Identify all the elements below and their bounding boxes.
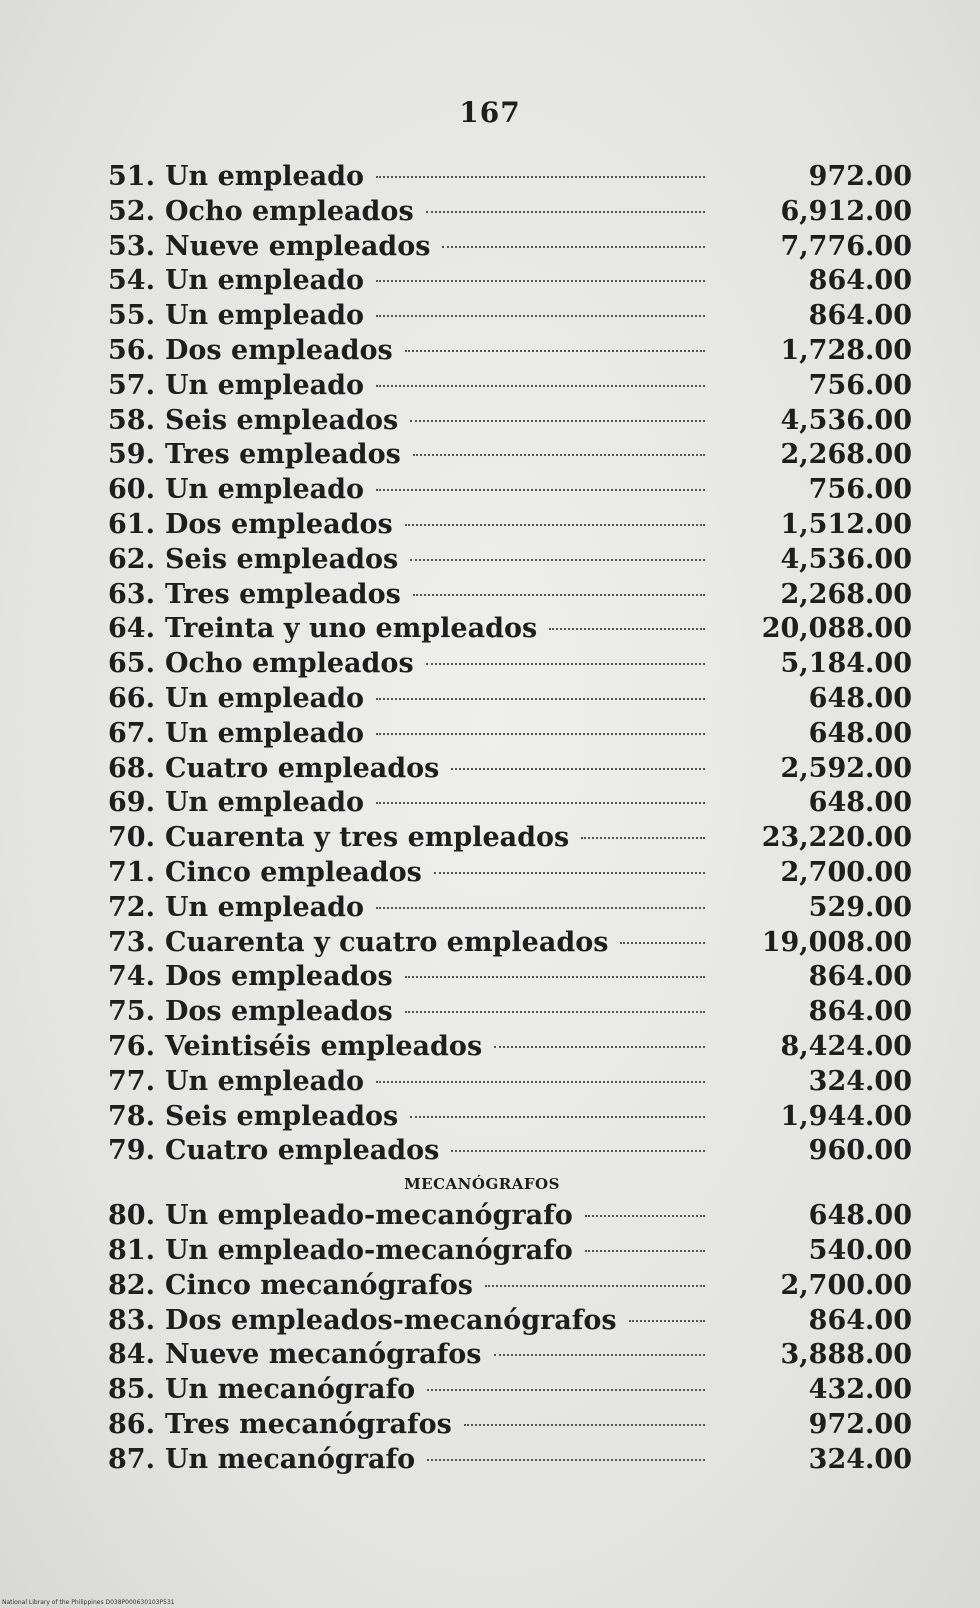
dot-leader — [434, 872, 705, 874]
entry-number: 81. — [108, 1234, 155, 1266]
entry-row — [0, 543, 980, 578]
entry-row — [0, 334, 980, 369]
entry-amount: 960.00 — [808, 1135, 912, 1167]
entry-label: Un empleado — [165, 161, 365, 192]
entry-amount: 6,912.00 — [780, 195, 912, 227]
entry-amount: 2,700.00 — [780, 1269, 912, 1301]
employee-entries — [0, 160, 980, 1169]
entry-amount: 864.00 — [808, 961, 912, 993]
dot-leader — [405, 524, 705, 526]
entry-description — [165, 647, 705, 682]
entry-label: Nueve empleados — [165, 230, 431, 262]
entry-number: 56. — [108, 334, 155, 366]
entry-amount: 864.00 — [808, 1304, 912, 1336]
entry-amount: 4,536.00 — [780, 404, 912, 436]
entry-row — [0, 717, 980, 752]
entry-row — [0, 264, 980, 299]
dot-leader — [376, 907, 705, 909]
dot-leader — [427, 1389, 705, 1391]
entry-description — [165, 926, 705, 961]
entry-amount: 4,536.00 — [780, 543, 912, 575]
entry-number: 53. — [108, 230, 155, 262]
entry-number: 61. — [108, 508, 155, 540]
dot-leader — [413, 454, 705, 456]
entry-amount: 540.00 — [808, 1234, 912, 1266]
entry-label: Veintiséis empleados — [165, 1030, 483, 1062]
entry-amount: 8,424.00 — [780, 1030, 912, 1062]
entry-label: Un empleado-mecanógrafo — [165, 1200, 573, 1232]
entry-row — [0, 1199, 980, 1234]
entry-label: Seis empleados — [165, 1100, 399, 1132]
dot-leader — [405, 976, 705, 978]
entry-label: Cinco mecanógrafos — [165, 1269, 473, 1301]
entry-description — [165, 1234, 705, 1269]
entry-number: 71. — [108, 856, 155, 888]
entry-description — [165, 1304, 705, 1339]
entry-description — [165, 438, 705, 473]
entry-description — [165, 195, 705, 230]
entry-description — [165, 1373, 705, 1408]
entry-amount: 972.00 — [808, 161, 912, 192]
entry-number: 82. — [108, 1269, 155, 1301]
dot-leader — [376, 280, 705, 282]
entry-row — [0, 1234, 980, 1269]
entry-row — [0, 1408, 980, 1443]
entry-label: Un empleado — [165, 1065, 365, 1097]
entry-amount: 324.00 — [808, 1065, 912, 1097]
entry-row — [0, 508, 980, 543]
dot-leader — [376, 1081, 705, 1083]
entries-list — [0, 160, 980, 1477]
entry-number: 69. — [108, 787, 155, 819]
entry-amount: 2,700.00 — [780, 856, 912, 888]
entry-description — [165, 1134, 705, 1169]
dot-leader — [585, 1215, 705, 1217]
entry-number: 77. — [108, 1065, 155, 1097]
section-heading-text: MECANÓGRAFOS — [404, 1175, 560, 1194]
entry-description — [165, 786, 705, 821]
entry-number: 79. — [108, 1135, 155, 1167]
entry-number: 55. — [108, 300, 155, 332]
entry-row — [0, 926, 980, 961]
entry-label: Dos empleados — [165, 508, 393, 540]
entry-amount: 1,944.00 — [780, 1100, 912, 1132]
dot-leader — [427, 1459, 705, 1461]
dot-leader — [485, 1285, 705, 1287]
entry-number: 66. — [108, 682, 155, 714]
entry-number: 64. — [108, 613, 155, 645]
entry-label: Cuarenta y cuatro empleados — [165, 926, 609, 958]
entry-label: Un empleado — [165, 717, 365, 749]
entry-row — [0, 473, 980, 508]
entry-description — [165, 1338, 705, 1373]
dot-leader — [464, 1424, 705, 1426]
entry-description — [165, 891, 705, 926]
entry-row — [0, 612, 980, 647]
entry-amount: 2,592.00 — [780, 752, 912, 784]
entry-label: Dos empleados-mecanógrafos — [165, 1304, 617, 1336]
dot-leader — [410, 1116, 705, 1118]
entry-label: Un empleado — [165, 682, 365, 714]
entry-description — [165, 369, 705, 404]
entry-label: Un empleado — [165, 474, 365, 506]
entry-number: 83. — [108, 1304, 155, 1336]
entry-number: 59. — [108, 439, 155, 471]
entry-amount: 756.00 — [808, 474, 912, 506]
entry-label: Cuarenta y tres empleados — [165, 822, 570, 854]
entry-label: Cuatro empleados — [165, 1135, 440, 1167]
entry-amount: 648.00 — [808, 682, 912, 714]
entry-description — [165, 543, 705, 578]
entry-amount: 972.00 — [808, 1408, 912, 1440]
entry-amount: 648.00 — [808, 787, 912, 819]
dot-leader — [629, 1320, 705, 1322]
dot-leader — [413, 594, 705, 596]
entry-amount: 864.00 — [808, 265, 912, 297]
entry-label: Dos empleados — [165, 961, 393, 993]
entry-row — [0, 1338, 980, 1373]
entry-label: Un empleado — [165, 891, 365, 923]
entry-row — [0, 160, 980, 195]
entry-number: 78. — [108, 1100, 155, 1132]
dot-leader — [376, 698, 705, 700]
entry-amount: 5,184.00 — [780, 648, 912, 680]
entry-label: Seis empleados — [165, 404, 399, 436]
entry-label: Seis empleados — [165, 543, 399, 575]
dot-leader — [376, 802, 705, 804]
entry-description — [165, 995, 705, 1030]
entry-description — [165, 1100, 705, 1135]
entry-description — [165, 473, 705, 508]
entry-number: 87. — [108, 1443, 155, 1475]
typist-entries — [0, 1199, 980, 1477]
entry-description — [165, 612, 705, 647]
entry-description — [165, 1269, 705, 1304]
entry-description — [165, 1065, 705, 1100]
entry-row — [0, 682, 980, 717]
entry-row — [0, 404, 980, 439]
entry-label: Un mecanógrafo — [165, 1374, 416, 1406]
entry-number: 70. — [108, 822, 155, 854]
dot-leader — [376, 489, 705, 491]
dot-leader — [426, 663, 705, 665]
entry-amount: 19,008.00 — [761, 926, 912, 958]
entry-number: 84. — [108, 1339, 155, 1371]
entry-label: Un empleado — [165, 369, 365, 401]
entry-label: Dos empleados — [165, 334, 393, 366]
entry-number: 58. — [108, 404, 155, 436]
entry-number: 67. — [108, 717, 155, 749]
entry-amount: 648.00 — [808, 717, 912, 749]
entry-label: Un empleado-mecanógrafo — [165, 1234, 573, 1266]
entry-amount: 23,220.00 — [761, 822, 912, 854]
entry-row — [0, 1269, 980, 1304]
entry-number: 72. — [108, 891, 155, 923]
dot-leader — [376, 315, 705, 317]
entry-amount: 7,776.00 — [780, 230, 912, 262]
entry-number: 80. — [108, 1200, 155, 1232]
entry-number: 54. — [108, 265, 155, 297]
entry-amount: 864.00 — [808, 996, 912, 1028]
entry-row — [0, 195, 980, 230]
entry-description — [165, 578, 705, 613]
entry-amount: 1,512.00 — [780, 508, 912, 540]
entry-row — [0, 647, 980, 682]
entry-row — [0, 821, 980, 856]
dot-leader — [549, 628, 705, 630]
dot-leader — [426, 211, 705, 213]
entry-row — [0, 1065, 980, 1100]
entry-number: 51. — [108, 161, 155, 192]
dot-leader — [376, 176, 705, 178]
entry-row — [0, 1304, 980, 1339]
dot-leader — [581, 837, 705, 839]
entry-amount: 3,888.00 — [780, 1339, 912, 1371]
entry-number: 86. — [108, 1408, 155, 1440]
entry-amount: 529.00 — [808, 891, 912, 923]
entry-description — [165, 1443, 705, 1478]
entry-label: Ocho empleados — [165, 195, 414, 227]
entry-row — [0, 299, 980, 334]
entry-number: 75. — [108, 996, 155, 1028]
entry-description — [165, 856, 705, 891]
entry-row — [0, 1030, 980, 1065]
entry-description — [165, 1408, 705, 1443]
entry-row — [0, 1134, 980, 1169]
entry-row — [0, 995, 980, 1030]
section-heading — [0, 1169, 980, 1199]
entry-number: 52. — [108, 195, 155, 227]
entry-label: Tres empleados — [165, 578, 401, 610]
entry-number: 76. — [108, 1030, 155, 1062]
entry-label: Ocho empleados — [165, 648, 414, 680]
dot-leader — [405, 350, 705, 352]
entry-label: Cinco empleados — [165, 856, 422, 888]
entry-label: Un empleado — [165, 265, 365, 297]
entry-number: 74. — [108, 961, 155, 993]
entry-description — [165, 717, 705, 752]
dot-leader — [620, 942, 705, 944]
dot-leader — [410, 420, 705, 422]
entry-amount: 864.00 — [808, 300, 912, 332]
dot-leader — [376, 385, 705, 387]
entry-row — [0, 786, 980, 821]
entry-amount: 2,268.00 — [780, 439, 912, 471]
dot-leader — [494, 1354, 706, 1356]
entry-description — [165, 1030, 705, 1065]
dot-leader — [410, 559, 705, 561]
entry-label: Nueve mecanógrafos — [165, 1339, 482, 1371]
entry-label: Treinta y uno empleados — [165, 613, 538, 645]
entry-amount: 432.00 — [808, 1374, 912, 1406]
entry-label: Tres mecanógrafos — [165, 1408, 452, 1440]
entry-description — [165, 508, 705, 543]
entry-description — [165, 334, 705, 369]
dot-leader — [442, 246, 705, 248]
entry-description — [165, 160, 705, 195]
entry-number: 85. — [108, 1374, 155, 1406]
entry-description — [165, 682, 705, 717]
entry-number: 62. — [108, 543, 155, 575]
entry-label: Un empleado — [165, 787, 365, 819]
entry-amount: 648.00 — [808, 1200, 912, 1232]
entry-description — [165, 821, 705, 856]
entry-number: 68. — [108, 752, 155, 784]
entry-row — [0, 578, 980, 613]
entry-description — [165, 752, 705, 787]
entry-row — [0, 752, 980, 787]
entry-number: 73. — [108, 926, 155, 958]
entry-row — [0, 1100, 980, 1135]
entry-description — [165, 404, 705, 439]
entry-label: Un mecanógrafo — [165, 1443, 416, 1475]
entry-number: 60. — [108, 474, 155, 506]
entry-description — [165, 1199, 705, 1234]
entry-number: 65. — [108, 648, 155, 680]
entry-label: Un empleado — [165, 300, 365, 332]
entry-amount: 20,088.00 — [761, 613, 912, 645]
entry-label: Dos empleados — [165, 996, 393, 1028]
entry-row — [0, 369, 980, 404]
entry-row — [0, 891, 980, 926]
entry-row — [0, 856, 980, 891]
dot-leader — [376, 733, 705, 735]
entry-description — [165, 230, 705, 265]
entry-amount: 2,268.00 — [780, 578, 912, 610]
library-footer: National Library of the Philippines D038P000630103P531 — [2, 1599, 175, 1606]
page-number: 167 — [459, 96, 521, 129]
entry-row — [0, 960, 980, 995]
entry-amount: 324.00 — [808, 1443, 912, 1475]
dot-leader — [585, 1250, 705, 1252]
entry-amount: 756.00 — [808, 369, 912, 401]
entry-row — [0, 1443, 980, 1478]
entry-description — [165, 264, 705, 299]
entry-row — [0, 1373, 980, 1408]
dot-leader — [451, 1150, 705, 1152]
dot-leader — [405, 1011, 705, 1013]
entry-description — [165, 299, 705, 334]
entry-row — [0, 230, 980, 265]
entry-number: 57. — [108, 369, 155, 401]
dot-leader — [451, 768, 705, 770]
entry-label: Cuatro empleados — [165, 752, 440, 784]
entry-label: Tres empleados — [165, 439, 401, 471]
entry-amount: 1,728.00 — [780, 334, 912, 366]
entry-number: 63. — [108, 578, 155, 610]
entry-description — [165, 960, 705, 995]
dot-leader — [494, 1046, 705, 1048]
entry-row — [0, 438, 980, 473]
